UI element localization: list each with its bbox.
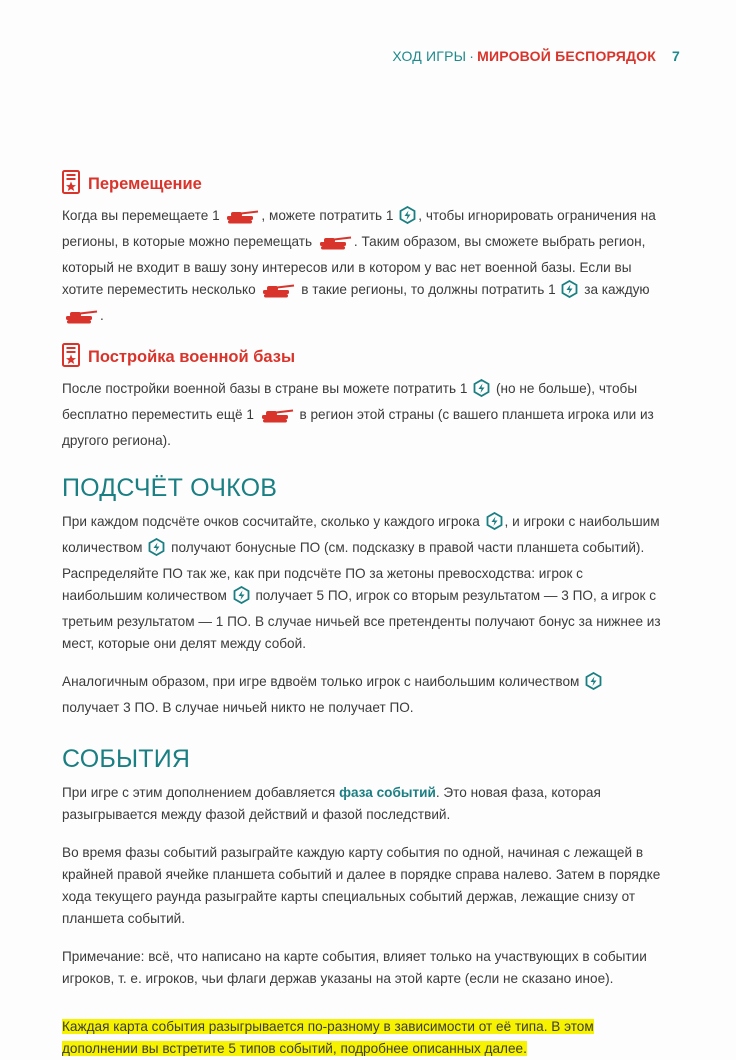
highlighted-text: Каждая карта события разыгрывается по-разному в зависимости от её типа. В этом дополнении вы встретите 5 типов событий, подробнее описанных далее. [62, 1019, 594, 1056]
events-paragraph-2: Во время фазы событий разыграйте каждую карту события по одной, начиная с лежащей в крайней правой ячейке планшета событий и далее в порядке справа налево. Затем в порядке хода текущего раунда разыграйте карты специальных событий держав, лежащие снизу от планшета событий. [62, 845, 661, 926]
hex-influence-icon [585, 672, 602, 697]
header-title: МИРОВОЙ БЕСПОРЯДОК [477, 48, 656, 64]
events-title: СОБЫТИЯ [62, 745, 191, 773]
events-paragraph-4 [62, 1016, 662, 1060]
tank-icon [261, 283, 295, 305]
page-content [62, 170, 662, 1060]
tank-icon [225, 209, 259, 231]
events-paragraph-3: Примечание: всё, что написано на карте события, влияет только на участвующих в событии игроков, т. е. игроков, чьи флаги держав указаны на этой карте (если не сказано иное). [62, 949, 647, 986]
tank-icon [64, 309, 98, 331]
movement-paragraph: Когда вы перемещаете 1 , можете потратить 1 , чтобы игнорировать ограничения на регионы, в которые можно перемещать . Таким образом, вы сможете выбрать регион, который не входит в вашу зону интересов или в котором у вас нет военной базы. Если вы хотите переместить несколько в такие регионы, то должны потратить 1 за каждую . [62, 205, 662, 331]
base-paragraph: После постройки военной базы в стране вы можете потратить 1 (но не больше), чтобы бесплатно переместить ещё 1 в регион этой страны (с вашего планшета игрока или из другого региона). [62, 381, 654, 448]
events-paragraph-1: При игре с этим дополнением добавляется фаза событий. Это новая фаза, которая разыгрывается между фазой действий и фазой последствий. [62, 785, 601, 822]
hex-influence-icon [233, 586, 250, 611]
rule-badge-icon [62, 343, 80, 372]
header-chapter: ХОД ИГРЫ [392, 48, 467, 64]
page-number: 7 [672, 48, 680, 64]
events-phase-term: фаза событий [339, 785, 436, 800]
scoring-paragraph-1: При каждом подсчёте очков сосчитайте, сколько у каждого игрока , и игроки с наибольшим количеством получают бонусные ПО (см. подсказку в правой части планшета событий). Распределяйте ПО так же, как при подсчёте ПО за жетоны превосходства: игрок с наибольшим количеством получает 5 ПО, игрок со вторым результатом — 3 ПО, а игрок с третьим результатом — 1 ПО. В случае ничьей все претенденты получают бонус за нижнее из мест, которые они делят между собой. [62, 514, 661, 651]
base-heading-row [62, 343, 662, 372]
header-separator: · [469, 48, 475, 64]
scoring-paragraph-2: Аналогичным образом, при игре вдвоём только игрок с наибольшим количеством получает 3 ПО. В случае ничьей никто не получает ПО. [62, 671, 662, 719]
tank-icon [318, 235, 352, 257]
hex-influence-icon [561, 280, 578, 305]
movement-heading-row [62, 170, 662, 199]
scoring-title: ПОДСЧЁТ ОЧКОВ [62, 474, 278, 502]
page-header [392, 48, 680, 64]
hex-influence-icon [148, 538, 165, 563]
base-heading: Постройка военной базы [88, 348, 296, 366]
tank-icon [260, 408, 294, 430]
hex-influence-icon [473, 379, 490, 404]
hex-influence-icon [486, 512, 503, 537]
hex-influence-icon [399, 206, 416, 231]
rule-badge-icon [62, 170, 80, 199]
movement-heading: Перемещение [88, 175, 202, 193]
